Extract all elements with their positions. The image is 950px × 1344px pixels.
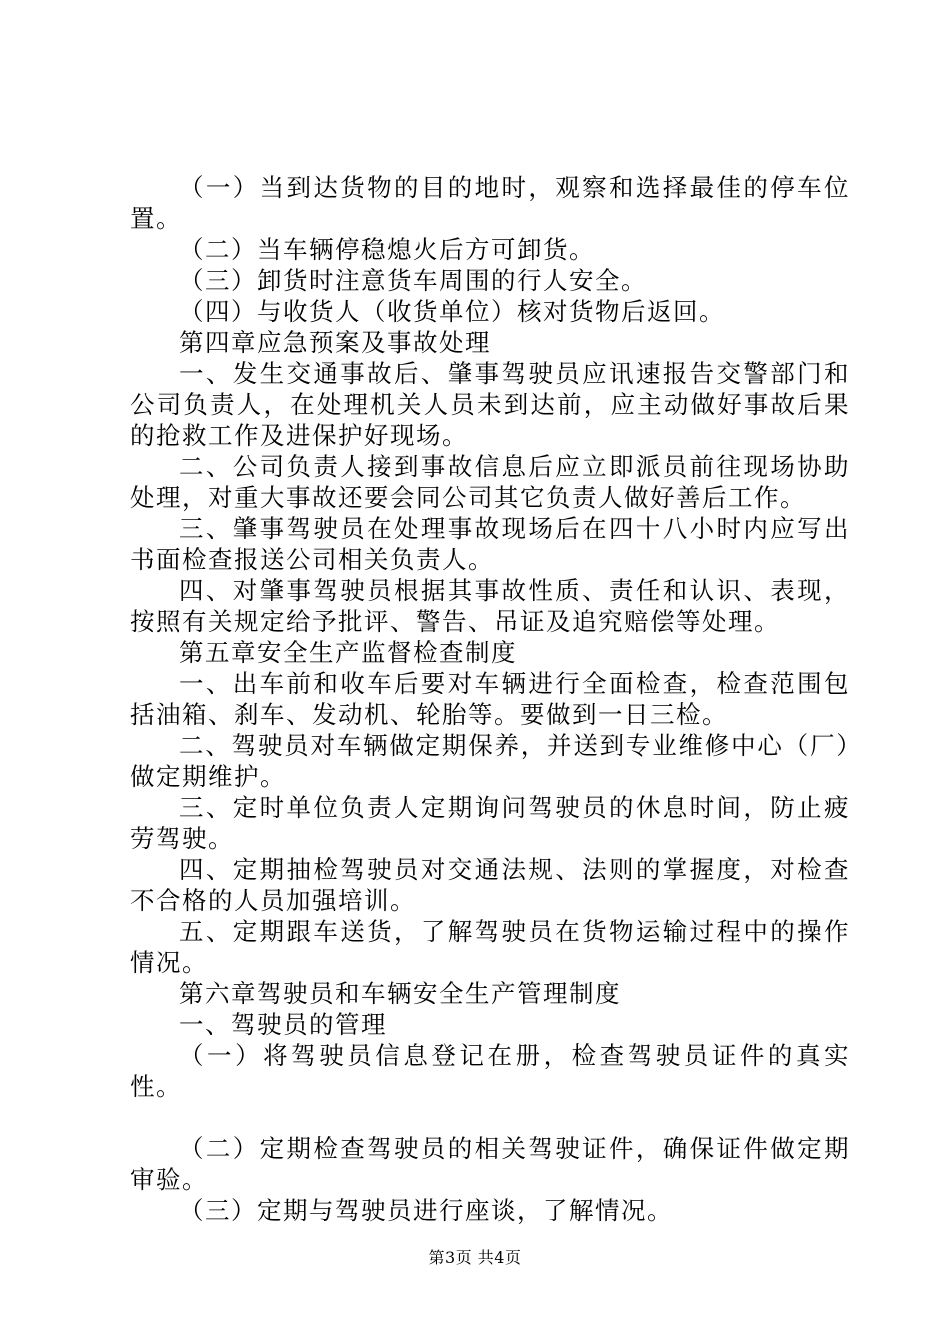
- paragraph: 一、发生交通事故后、肇事驾驶员应讯速报告交警部门和公司负责人，在处理机关人员未到达前，应主动做好事故后果的抢救工作及进保护好现场。: [130, 359, 850, 450]
- chapter-heading: 第四章应急预案及事故处理: [179, 328, 491, 357]
- chapter-heading: 第六章驾驶员和车辆安全生产管理制度: [179, 979, 621, 1008]
- paragraph: （一）当到达货物的目的地时，观察和选择最佳的停车位置。: [130, 173, 850, 233]
- section-heading: 一、驾驶员的管理: [179, 1010, 387, 1039]
- paragraph: 一、出车前和收车后要对车辆进行全面检查，检查范围包括油箱、刹车、发动机、轮胎等。要做到一日三检。: [130, 669, 850, 729]
- paragraph: 五、定期跟车送货，了解驾驶员在货物运输过程中的操作情况。: [130, 917, 850, 977]
- paragraph: （三）卸货时注意货车周围的行人安全。: [179, 266, 647, 295]
- page-number-footer: 第3页 共4页: [428, 1248, 522, 1267]
- paragraph: （四）与收货人（收货单位）核对货物后返回。: [179, 297, 725, 326]
- paragraph: （三）定期与驾驶员进行座谈，了解情况。: [179, 1196, 673, 1225]
- paragraph: 二、驾驶员对车辆做定期保养，并送到专业维修中心（厂）做定期维护。: [130, 731, 850, 791]
- paragraph: 四、对肇事驾驶员根据其事故性质、责任和认识、表现，按照有关规定给予批评、警告、吊证及追究赔偿等处理。: [130, 576, 850, 636]
- paragraph: （二）定期检查驾驶员的相关驾驶证件，确保证件做定期审验。: [130, 1134, 850, 1194]
- paragraph: 二、公司负责人接到事故信息后应立即派员前往现场协助处理，对重大事故还要会同公司其它负责人做好善后工作。: [130, 452, 850, 512]
- document-body: [130, 172, 850, 1226]
- paragraph: （一）将驾驶员信息登记在册，检查驾驶员证件的真实性。: [130, 1041, 850, 1101]
- paragraph: 三、肇事驾驶员在处理事故现场后在四十八小时内应写出书面检查报送公司相关负责人。: [130, 514, 850, 574]
- paragraph: （二）当车辆停稳熄火后方可卸货。: [179, 235, 595, 264]
- chapter-heading: 第五章安全生产监督检查制度: [179, 638, 517, 667]
- paragraph: 三、定时单位负责人定期询问驾驶员的休息时间，防止疲劳驾驶。: [130, 793, 850, 853]
- paragraph: 四、定期抽检驾驶员对交通法规、法则的掌握度，对检查不合格的人员加强培训。: [130, 855, 850, 915]
